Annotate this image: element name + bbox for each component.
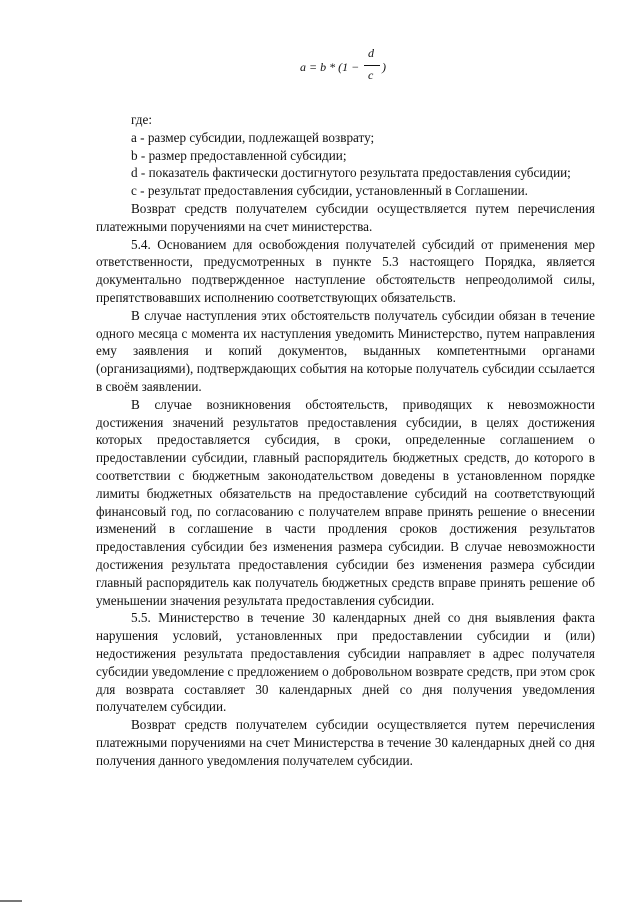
definition-a: a - размер субсидии, подлежащей возврату; <box>131 129 375 145</box>
formula <box>300 40 410 88</box>
paragraph-impossibility: В случае возникновения обстоятельств, приводящих к невозможности достижения значений результатов предоставления субсидии, в целях достижения которых предоставляется субсидия, в сроки, определенные соглашением о предоставлении субсидии, главный распорядитель бюджетных средств, до которого в соответствии с бюджетным законодательством доведены в установленном порядке лимиты бюджетных обязательств на предоставление субсидий на соответствующий финансовый год, по согласованию с получателем вправе принять решение о внесении изменений в соглашение в части продления сроков достижения результатов предоставления субсидии без изменения размера субсидии. В случае невозможности достижения результата предоставления субсидии без изменения размера субсидии главный распорядитель как получатель бюджетных средств вправе принять решение об уменьшении значения результата предоставления субсидии. <box>96 396 595 608</box>
definition-d: d - показатель фактически достигнутого результата предоставления субсидии; <box>131 165 571 181</box>
fraction-bar <box>364 65 380 66</box>
formula-numerator: d <box>368 46 374 60</box>
formula-lhs: a = b * (1 − <box>300 60 360 74</box>
scan-edge-mark <box>0 900 22 902</box>
paragraph-5-5: 5.5. Министерство в течение 30 календарных дней со дня выявления факта нарушения условий, установленных при предоставлении субсидии и (или) недостижения результата предоставления субсидии направляет в адрес получателя субсидии уведомление с предложением о добровольном возврате средств, при этом срок для возврата составляет 30 календарных дней со дня получения уведомления получателем субсидии. <box>96 610 595 715</box>
definition-b: b - размер предоставленной субсидии; <box>131 147 347 163</box>
formula-denominator: c <box>368 68 374 82</box>
paragraph-return-ministry: Возврат средств получателем субсидии осуществляется путем перечисления платежными поручениями на счет Министерства в течение 30 календарных дней со дня получения данного уведомления получателем субсидии. <box>96 717 595 768</box>
paragraph-return: Возврат средств получателем субсидии осуществляется путем перечисления платежными поручениями на счет министерства. <box>96 200 595 234</box>
definition-c: c - результат предоставления субсидии, установленный в Соглашении. <box>131 183 528 199</box>
document-body <box>96 111 595 769</box>
paragraph-5-4: 5.4. Основанием для освобождения получателей субсидий от применения мер ответственности, предусмотренных в пункте 5.3 настоящего Порядка, является документально подтвержденное наступление обстоятельств непреодолимой силы, препятствовавших исполнению соответствующих обязательств. <box>96 236 595 305</box>
formula-rparen: ) <box>382 60 386 74</box>
where-label: где: <box>131 112 152 127</box>
paragraph-force-majeure: В случае наступления этих обстоятельств получатель субсидии обязан в течение одного месяца с момента их наступления уведомить Министерство, путем направления ему заявления и копий документов, выданных компетентными органами (организациями), подтверждающих события на которые получатель субсидии ссылается в своём заявлении. <box>96 307 595 394</box>
